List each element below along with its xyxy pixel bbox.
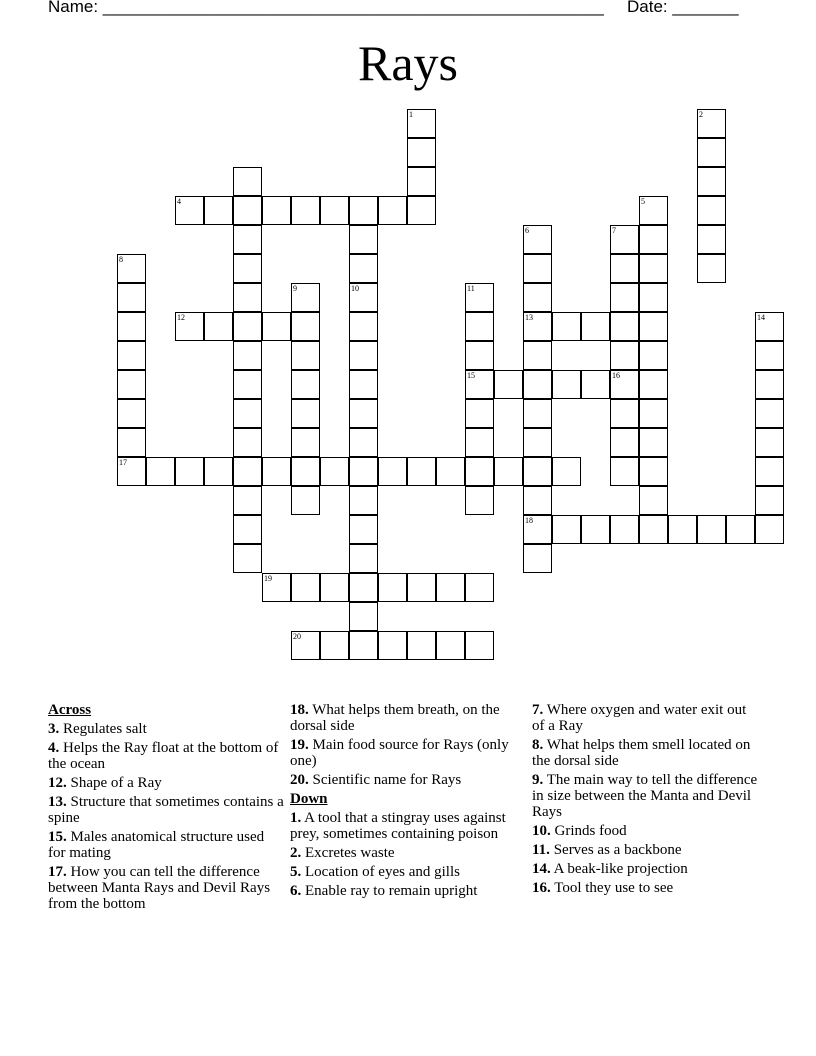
grid-cell[interactable]	[668, 515, 697, 544]
grid-cell[interactable]	[639, 341, 668, 370]
grid-cell[interactable]	[407, 196, 436, 225]
grid-cell[interactable]	[581, 370, 610, 399]
clue-item	[48, 794, 284, 826]
clue-item	[290, 737, 518, 769]
grid-cell[interactable]	[726, 515, 755, 544]
grid-cell[interactable]	[523, 544, 552, 573]
clue-item	[290, 702, 518, 734]
grid-cell[interactable]	[523, 457, 552, 486]
clue-number: 20	[293, 632, 301, 641]
clue-item	[290, 864, 518, 880]
grid-cell[interactable]	[465, 631, 494, 660]
grid-cell[interactable]	[639, 283, 668, 312]
grid-cell[interactable]	[697, 138, 726, 167]
grid-cell[interactable]	[291, 283, 320, 312]
clue-item-number: 20.	[290, 772, 309, 788]
clue-item-text: How you can tell the difference between Manta Rays and Devil Rays from the bottom	[48, 864, 271, 912]
clue-number: 2	[699, 110, 703, 119]
grid-cell[interactable]	[610, 457, 639, 486]
grid-cell[interactable]	[320, 573, 349, 602]
grid-cell[interactable]	[465, 312, 494, 341]
clue-item-text: Tool they use to see	[550, 880, 674, 896]
grid-cell[interactable]	[465, 283, 494, 312]
clue-number: 10	[351, 284, 359, 293]
grid-cell[interactable]	[204, 457, 233, 486]
grid-cell[interactable]	[610, 515, 639, 544]
grid-cell[interactable]	[349, 631, 378, 660]
grid-cell[interactable]	[349, 399, 378, 428]
grid-cell[interactable]	[610, 312, 639, 341]
grid-cell[interactable]	[262, 312, 291, 341]
grid-cell[interactable]	[755, 428, 784, 457]
grid-cell[interactable]	[291, 573, 320, 602]
clue-item	[532, 823, 762, 839]
grid-cell[interactable]	[349, 254, 378, 283]
clue-item-text: Excretes waste	[301, 845, 395, 861]
grid-cell[interactable]	[349, 602, 378, 631]
clue-item-text: What helps them smell located on the dorsal side	[532, 737, 751, 769]
clue-item	[48, 864, 284, 912]
grid-cell[interactable]	[465, 457, 494, 486]
grid-cell[interactable]	[233, 544, 262, 573]
grid-cell[interactable]	[523, 312, 552, 341]
grid-cell[interactable]	[523, 254, 552, 283]
grid-cell[interactable]	[407, 167, 436, 196]
grid-cell[interactable]	[581, 515, 610, 544]
grid-cell[interactable]	[233, 167, 262, 196]
grid-cell[interactable]	[697, 515, 726, 544]
grid-cell[interactable]	[523, 341, 552, 370]
clue-item	[290, 845, 518, 861]
grid-cell[interactable]	[175, 457, 204, 486]
grid-cell[interactable]	[755, 341, 784, 370]
clue-item	[532, 772, 762, 820]
grid-cell[interactable]	[552, 370, 581, 399]
grid-cell[interactable]	[407, 631, 436, 660]
grid-cell[interactable]	[552, 515, 581, 544]
grid-cell[interactable]	[639, 196, 668, 225]
clue-item-number: 15.	[48, 829, 67, 845]
clue-item-text: Males anatomical structure used for mating	[48, 829, 265, 861]
clue-item-text: A beak-like projection	[550, 861, 688, 877]
grid-cell[interactable]	[233, 225, 262, 254]
clue-item-number: 10.	[532, 823, 551, 839]
grid-cell[interactable]	[465, 399, 494, 428]
grid-cell[interactable]	[697, 225, 726, 254]
grid-cell[interactable]	[610, 254, 639, 283]
grid-cell[interactable]	[291, 196, 320, 225]
grid-cell[interactable]	[349, 457, 378, 486]
grid-cell[interactable]	[755, 312, 784, 341]
grid-cell[interactable]	[407, 138, 436, 167]
grid-cell[interactable]	[494, 457, 523, 486]
clue-item-number: 7.	[532, 702, 544, 718]
grid-cell[interactable]	[233, 399, 262, 428]
grid-cell[interactable]	[291, 341, 320, 370]
grid-cell[interactable]	[436, 457, 465, 486]
clue-item-text: Helps the Ray float at the bottom of the ocean	[48, 740, 279, 772]
clue-item-number: 14.	[532, 861, 551, 877]
grid-cell[interactable]	[378, 196, 407, 225]
grid-cell[interactable]	[610, 399, 639, 428]
grid-cell[interactable]	[117, 399, 146, 428]
grid-cell[interactable]	[117, 370, 146, 399]
grid-cell[interactable]	[639, 225, 668, 254]
clue-number: 15	[467, 371, 475, 380]
clue-item	[48, 721, 284, 737]
clue-item-number: 9.	[532, 772, 544, 788]
clue-item-text: Main food source for Rays (only one)	[290, 737, 509, 769]
grid-cell[interactable]	[639, 428, 668, 457]
clue-number: 18	[525, 516, 533, 525]
grid-cell[interactable]	[146, 457, 175, 486]
grid-cell[interactable]	[291, 370, 320, 399]
grid-cell[interactable]	[639, 515, 668, 544]
grid-cell[interactable]	[639, 370, 668, 399]
clue-item-number: 19.	[290, 737, 309, 753]
clue-item-text: Shape of a Ray	[66, 775, 162, 791]
grid-cell[interactable]	[465, 370, 494, 399]
grid-cell[interactable]	[494, 370, 523, 399]
clue-item	[532, 737, 762, 769]
clue-item-number: 16.	[532, 880, 551, 896]
grid-cell[interactable]	[291, 631, 320, 660]
grid-cell[interactable]	[523, 399, 552, 428]
clue-number: 11	[467, 284, 475, 293]
date-field-label: Date: _______	[627, 0, 739, 16]
clue-number: 8	[119, 255, 123, 264]
clue-item	[48, 829, 284, 861]
clue-item	[532, 842, 762, 858]
grid-cell[interactable]	[233, 370, 262, 399]
clue-item	[532, 702, 762, 734]
grid-cell[interactable]	[755, 457, 784, 486]
grid-cell[interactable]	[639, 399, 668, 428]
down-heading: Down	[290, 791, 328, 807]
grid-cell[interactable]	[523, 486, 552, 515]
clue-item-text: The main way to tell the difference in size between the Manta and Devil Rays	[532, 772, 758, 820]
grid-cell[interactable]	[117, 457, 146, 486]
grid-cell[interactable]	[407, 457, 436, 486]
clue-item-text: Where oxygen and water exit out of a Ray	[532, 702, 747, 734]
grid-cell[interactable]	[233, 457, 262, 486]
clue-column-3	[532, 702, 762, 899]
clue-number: 14	[757, 313, 765, 322]
clue-item-text: What helps them breath, on the dorsal side	[290, 702, 500, 734]
grid-cell[interactable]	[407, 573, 436, 602]
clue-item-number: 6.	[290, 883, 302, 899]
grid-cell[interactable]	[465, 341, 494, 370]
grid-cell[interactable]	[610, 370, 639, 399]
grid-cell[interactable]	[755, 399, 784, 428]
clue-item-text: Structure that sometimes contains a spine	[48, 794, 284, 826]
grid-cell[interactable]	[291, 399, 320, 428]
grid-cell[interactable]	[610, 283, 639, 312]
grid-cell[interactable]	[233, 341, 262, 370]
grid-cell[interactable]	[349, 544, 378, 573]
grid-cell[interactable]	[610, 428, 639, 457]
grid-cell[interactable]	[117, 341, 146, 370]
grid-cell[interactable]	[175, 312, 204, 341]
grid-cell[interactable]	[349, 515, 378, 544]
grid-cell[interactable]	[175, 196, 204, 225]
clue-item-number: 2.	[290, 845, 302, 861]
clue-number: 7	[612, 226, 616, 235]
grid-cell[interactable]	[639, 486, 668, 515]
grid-cell[interactable]	[349, 312, 378, 341]
grid-cell[interactable]	[233, 515, 262, 544]
clue-item-number: 1.	[290, 810, 302, 826]
clue-item-text: Regulates salt	[59, 721, 147, 737]
grid-cell[interactable]	[117, 254, 146, 283]
clue-item	[290, 772, 518, 788]
clue-number: 4	[177, 197, 181, 206]
grid-cell[interactable]	[233, 254, 262, 283]
grid-cell[interactable]	[349, 370, 378, 399]
grid-cell[interactable]	[349, 283, 378, 312]
grid-cell[interactable]	[697, 167, 726, 196]
grid-cell[interactable]	[639, 457, 668, 486]
name-field-label: Name: _____________________________________________________	[48, 0, 604, 16]
grid-cell[interactable]	[204, 312, 233, 341]
grid-cell[interactable]	[610, 341, 639, 370]
clue-number: 12	[177, 313, 185, 322]
clue-item-text: Grinds food	[550, 823, 627, 839]
grid-cell[interactable]	[349, 573, 378, 602]
grid-cell[interactable]	[291, 457, 320, 486]
grid-cell[interactable]	[552, 312, 581, 341]
grid-cell[interactable]	[117, 312, 146, 341]
grid-cell[interactable]	[233, 283, 262, 312]
clue-item-text: Scientific name for Rays	[308, 772, 462, 788]
grid-cell[interactable]	[523, 428, 552, 457]
grid-cell[interactable]	[378, 457, 407, 486]
clue-number: 1	[409, 110, 413, 119]
clue-item	[48, 775, 284, 791]
grid-cell[interactable]	[697, 109, 726, 138]
clue-item	[532, 861, 762, 877]
grid-cell[interactable]	[349, 196, 378, 225]
grid-cell[interactable]	[697, 196, 726, 225]
clue-item-number: 3.	[48, 721, 60, 737]
clue-item-number: 13.	[48, 794, 67, 810]
grid-cell[interactable]	[755, 515, 784, 544]
grid-cell[interactable]	[378, 573, 407, 602]
grid-cell[interactable]	[755, 486, 784, 515]
clue-item-number: 4.	[48, 740, 60, 756]
grid-cell[interactable]	[117, 428, 146, 457]
clue-item-number: 17.	[48, 864, 67, 880]
clue-item	[532, 880, 762, 896]
clue-number: 19	[264, 574, 272, 583]
grid-cell[interactable]	[233, 312, 262, 341]
grid-cell[interactable]	[349, 486, 378, 515]
grid-cell[interactable]	[465, 573, 494, 602]
grid-cell[interactable]	[262, 457, 291, 486]
grid-cell[interactable]	[233, 486, 262, 515]
grid-cell[interactable]	[523, 370, 552, 399]
grid-cell[interactable]	[233, 428, 262, 457]
grid-cell[interactable]	[320, 631, 349, 660]
grid-cell[interactable]	[262, 573, 291, 602]
grid-cell[interactable]	[697, 254, 726, 283]
grid-cell[interactable]	[436, 573, 465, 602]
grid-cell[interactable]	[465, 428, 494, 457]
grid-cell[interactable]	[581, 312, 610, 341]
clue-item	[290, 883, 518, 899]
clue-column-2	[290, 702, 518, 902]
grid-cell[interactable]	[291, 312, 320, 341]
grid-cell[interactable]	[552, 457, 581, 486]
grid-cell[interactable]	[407, 109, 436, 138]
clue-number: 17	[119, 458, 127, 467]
clue-item	[290, 810, 518, 842]
clue-number: 13	[525, 313, 533, 322]
clue-column-1	[48, 702, 284, 915]
clue-item-text: Serves as a backbone	[549, 842, 682, 858]
grid-cell[interactable]	[523, 225, 552, 254]
grid-cell[interactable]	[291, 428, 320, 457]
grid-cell[interactable]	[523, 515, 552, 544]
grid-cell[interactable]	[320, 196, 349, 225]
grid-cell[interactable]	[378, 631, 407, 660]
grid-cell[interactable]	[233, 196, 262, 225]
grid-cell[interactable]	[117, 283, 146, 312]
puzzle-title: Rays	[358, 35, 458, 91]
grid-cell[interactable]	[639, 312, 668, 341]
clue-number: 9	[293, 284, 297, 293]
clue-item-number: 11.	[532, 842, 550, 858]
across-heading: Across	[48, 702, 92, 718]
clue-item-text: Location of eyes and gills	[301, 864, 460, 880]
clue-item-text: A tool that a stingray uses against prey, sometimes containing poison	[290, 810, 506, 842]
clue-item-number: 5.	[290, 864, 302, 880]
grid-cell[interactable]	[465, 486, 494, 515]
clue-item-text: Enable ray to remain upright	[301, 883, 478, 899]
grid-cell[interactable]	[204, 196, 233, 225]
clue-number: 6	[525, 226, 529, 235]
grid-cell[interactable]	[349, 225, 378, 254]
grid-cell[interactable]	[610, 225, 639, 254]
grid-cell[interactable]	[755, 370, 784, 399]
clue-item-number: 12.	[48, 775, 67, 791]
grid-cell[interactable]	[291, 486, 320, 515]
grid-cell[interactable]	[349, 341, 378, 370]
grid-cell[interactable]	[320, 457, 349, 486]
clue-item-number: 8.	[532, 737, 544, 753]
clue-number: 16	[612, 371, 620, 380]
grid-cell[interactable]	[262, 196, 291, 225]
grid-cell[interactable]	[349, 428, 378, 457]
grid-cell[interactable]	[639, 254, 668, 283]
clue-number: 5	[641, 197, 645, 206]
grid-cell[interactable]	[436, 631, 465, 660]
clue-item	[48, 740, 284, 772]
clue-item-number: 18.	[290, 702, 309, 718]
grid-cell[interactable]	[523, 283, 552, 312]
